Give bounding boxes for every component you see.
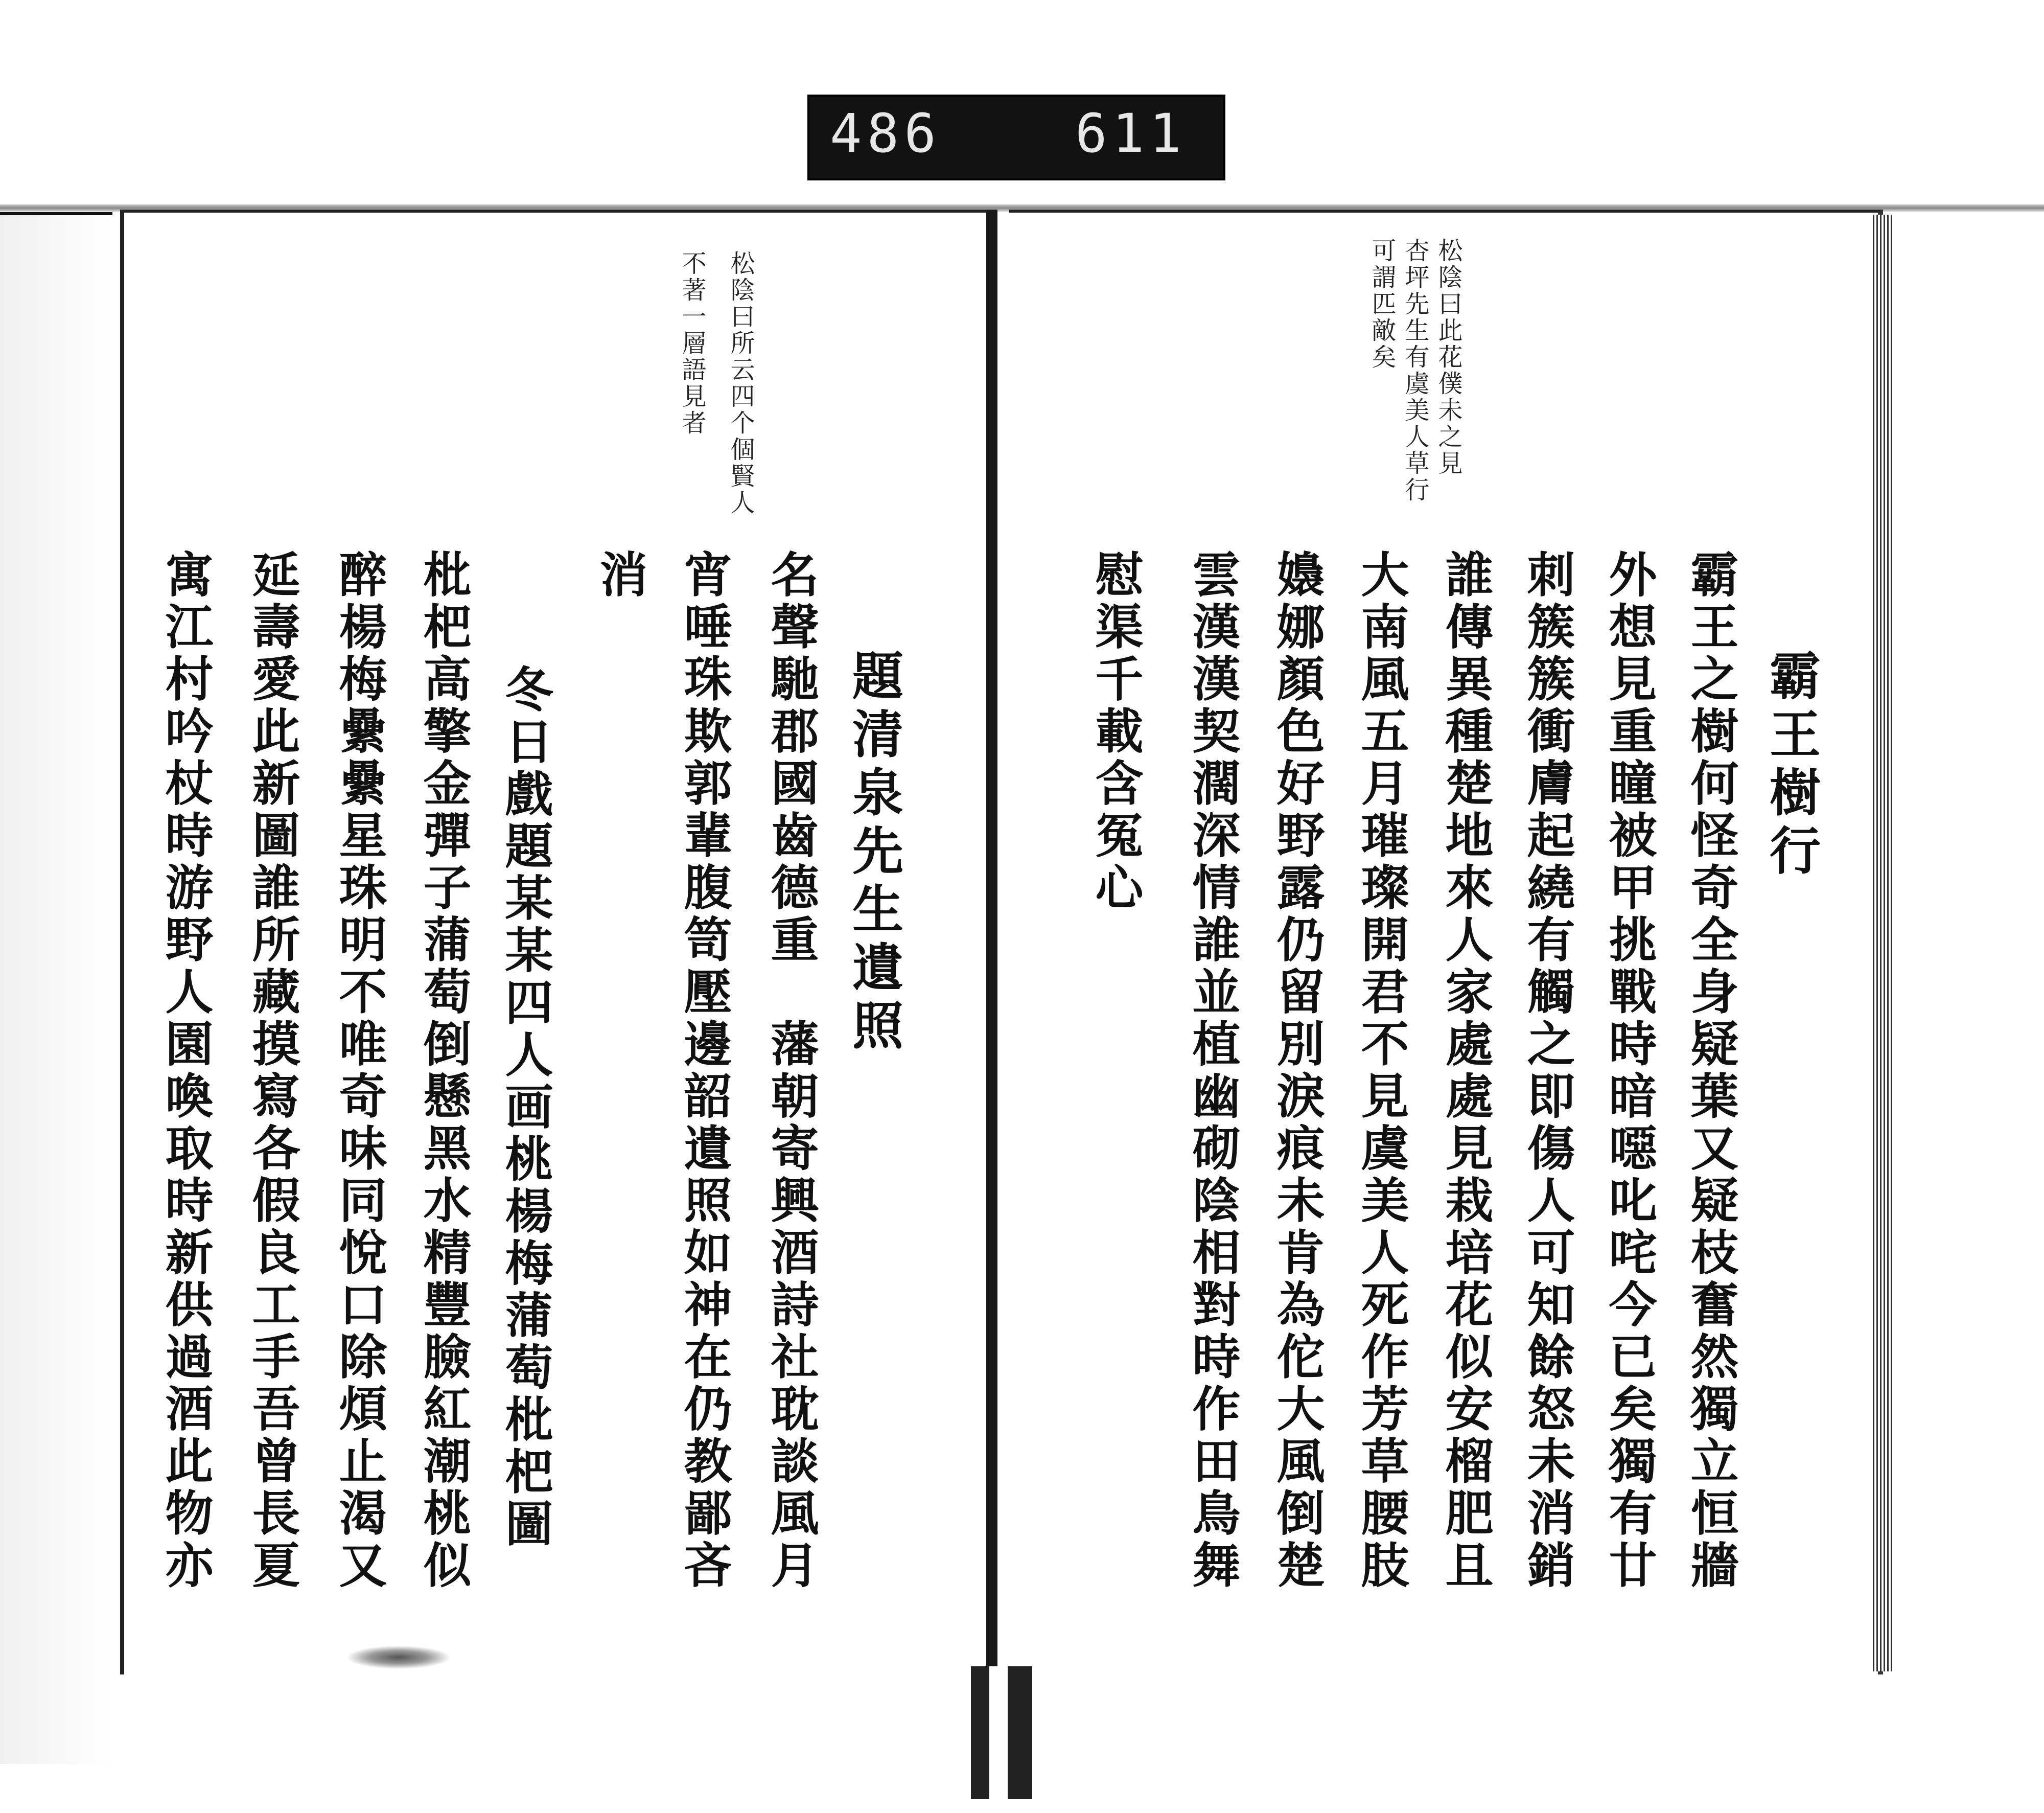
poem-column: 嬝娜顏色好野露仍留別淚痕未肯為佗大風倒楚 <box>1268 549 1325 1592</box>
right-page-fore-edge <box>1873 215 1893 1671</box>
marginal-note: 不著一層語見者 <box>678 250 706 437</box>
ink-smudge <box>347 1646 450 1669</box>
spine-bottom-shadow <box>971 1666 1032 1799</box>
marginal-note: 杏坪先生有虞美人草行 <box>1401 238 1429 503</box>
marginal-note: 可謂匹敵矣 <box>1367 238 1396 371</box>
poem-title-hao-wang-shu: 霸王樹行 <box>1761 649 1821 882</box>
book-spine <box>986 210 997 1682</box>
volume-number-plate <box>807 95 1225 180</box>
poem-column: 霸王之樹何怪奇全身疑葉又疑枝奮然獨立恒牆 <box>1682 549 1738 1592</box>
plate-number-left: 486 <box>830 102 941 165</box>
poem-column: 刺簇簇衝膚起繞有觸之即傷人可知餘怒未消銷 <box>1519 549 1575 1592</box>
poem-column: 雲漢漢契濶深情誰並植幽砌陰相對時作田鳥舞 <box>1184 549 1240 1592</box>
marginal-note: 松陰曰此花僕未之見 <box>1434 238 1462 477</box>
poem-column: 寓江村吟杖時游野人園喚取時新供過酒此物亦 <box>157 549 213 1592</box>
poem-column: 宵唾珠欺郭輩腹笥壓邊韶遺照如神在仍教鄙吝 <box>676 549 732 1592</box>
poem-column: 慰渠千載含冤心 <box>1087 549 1143 914</box>
plate-number-right: 611 <box>1075 102 1187 165</box>
adjacent-page-edge <box>0 212 112 1764</box>
poem-column: 醉楊梅纍纍星珠明不唯奇味同悅口除煩止渴又 <box>331 549 387 1592</box>
poem-title-qingquan: 題清泉先生遺照 <box>844 649 904 1057</box>
poem-column: 誰傳異種楚地來人家處處見栽培花似安榴肥且 <box>1437 549 1493 1592</box>
poem-column: 枇杷高擎金彈子蒲萄倒懸黑水精豐臉紅潮桃似 <box>415 549 471 1592</box>
poem-column: 外想見重瞳被甲挑戰時暗噁叱咤今已矣獨有廿 <box>1600 549 1657 1592</box>
poem-title-four-fruits: 冬日戲題某某四人画桃楊梅蒲萄枇杷圖 <box>497 664 553 1551</box>
poem-column: 大南風五月璀璨開君不見虞美人死作芳草腰肢 <box>1353 549 1409 1592</box>
poem-column: 延壽愛此新圖誰所藏摸寫各假良工手吾曾長夏 <box>244 549 300 1592</box>
poem-column: 名聲馳郡國齒德重 藩朝寄興酒詩社耽談風月 <box>762 549 819 1592</box>
poem-column: 消 <box>591 549 647 602</box>
marginal-note: 松陰曰所云四个個賢人 <box>726 250 755 516</box>
